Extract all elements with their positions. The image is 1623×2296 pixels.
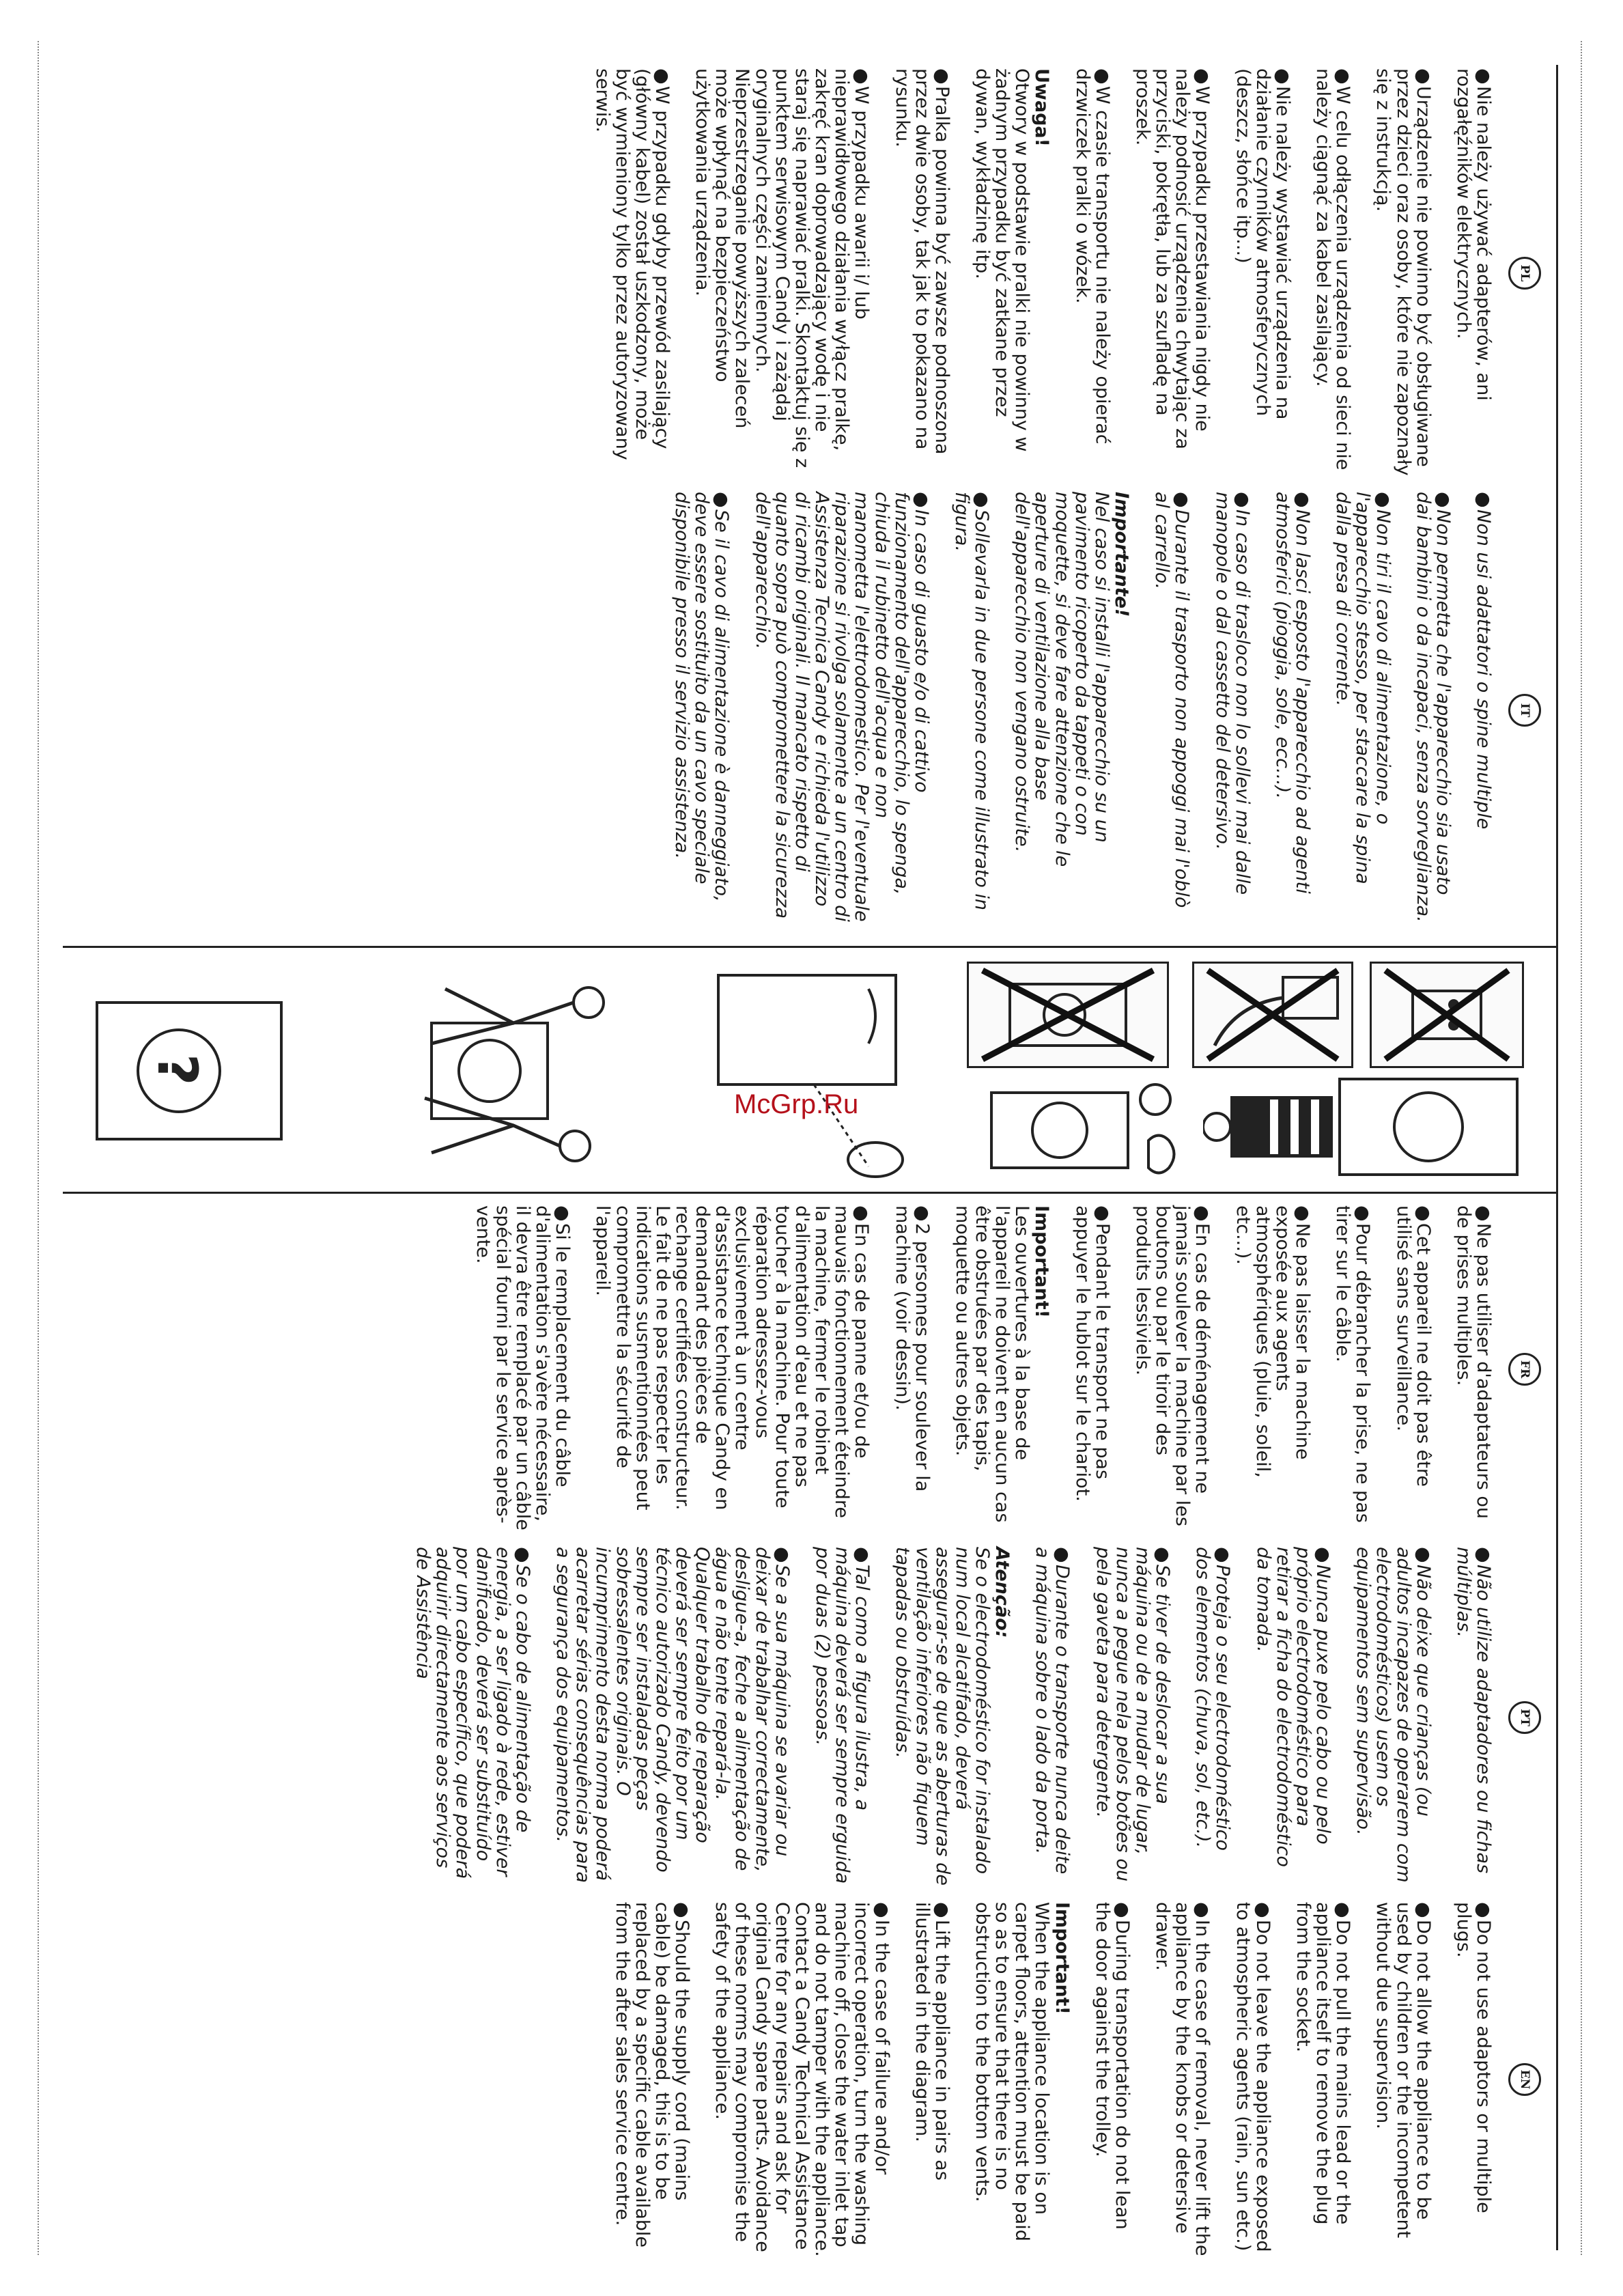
important-title: Uwaga! bbox=[1031, 68, 1053, 147]
instruction-text: Se tiver de deslocar a sua máquina ou de a mudar de lugar, nunca a pegue nela pelos botões ou pela gaveta para detergente. bbox=[1092, 1547, 1174, 1882]
instruction-text: Si le remplacement du câble d'alimentation s'avère nécessaire, il devra être remplacé par un câble spécial fourni par le service après-vente. bbox=[472, 1205, 574, 1530]
instruction-item bbox=[1133, 68, 1213, 478]
instruction-item bbox=[912, 1902, 952, 2257]
instruction-item bbox=[1473, 492, 1493, 929]
bullet-icon: ● bbox=[1473, 1547, 1494, 1563]
bullet-icon: ● bbox=[1332, 1902, 1354, 1918]
instruction-text: W czasie transportu nie należy opierać drzwiczek pralki o wózek. bbox=[1071, 68, 1113, 445]
instruction-item bbox=[1333, 492, 1392, 929]
bullet-icon: ● bbox=[1271, 68, 1293, 85]
column-pt bbox=[393, 1547, 1541, 1888]
bullet-icon: ● bbox=[1052, 1547, 1073, 1563]
important-text: Otwory w podstawie pralki nie powinny w żadnym przypadku być zatkane przez dywan, wykładzinę itp. bbox=[972, 68, 1033, 452]
instruction-item bbox=[1133, 1205, 1213, 1533]
bullet-icon: ● bbox=[971, 492, 993, 508]
instruction-text: Não deixe que crianças (ou adultos incapazes de operarem com electrodomésticos) usem os equipamentos sem supervisão. bbox=[1353, 1547, 1434, 1883]
instruction-item bbox=[1313, 68, 1353, 478]
instruction-item bbox=[952, 492, 991, 929]
instruction-text: Proteja o seu electrodoméstico dos elementos (chuva, sol, etc.). bbox=[1192, 1547, 1234, 1851]
instructions-pt bbox=[413, 1547, 1493, 1888]
instruction-item bbox=[813, 1547, 872, 1888]
bullet-icon: ● bbox=[871, 1902, 892, 1918]
important-title: Importante! bbox=[1111, 492, 1133, 617]
instruction-item bbox=[593, 1205, 871, 1533]
bullet-icon: ● bbox=[552, 1205, 574, 1222]
bullet-icon: ● bbox=[910, 492, 932, 508]
bullet-icon: ● bbox=[1352, 1205, 1374, 1222]
instruction-item bbox=[1393, 1205, 1433, 1533]
language-badge-en: EN bbox=[1508, 2063, 1541, 2096]
instruction-text: Nunca puxe pelo cabo ou pelo próprio electrodoméstico para retirar a ficha do electrodoméstico da tomada. bbox=[1252, 1547, 1334, 1867]
column-divider bbox=[63, 1192, 1558, 1194]
important-title: Important! bbox=[1051, 1902, 1073, 2015]
instruction-item bbox=[1454, 68, 1493, 478]
instructions-en bbox=[612, 1902, 1493, 2257]
child-supervision-figure bbox=[1203, 1072, 1524, 1181]
instruction-item bbox=[1373, 1902, 1433, 2257]
bullet-icon: ● bbox=[931, 1902, 952, 1918]
instruction-text: Do not pull the mains lead or the appliance itself to remove the plug from the socket. bbox=[1292, 1902, 1354, 2225]
instruction-item bbox=[672, 492, 731, 929]
bullet-icon: ● bbox=[851, 1547, 873, 1563]
instruction-text: Sollevarla in due persone come illustrato in figura. bbox=[951, 492, 993, 910]
bullet-icon: ● bbox=[1412, 68, 1434, 85]
instruction-item bbox=[1273, 492, 1312, 929]
bullet-icon: ● bbox=[1412, 1205, 1434, 1222]
instruction-item bbox=[1153, 1902, 1212, 2257]
instruction-item bbox=[712, 1902, 891, 2257]
instruction-text: Se o cabo de alimentação de energia, a ser ligado à rede, estiver danificado, deverá ser substituído por um cabo específico, que poderá adquirir directamente aos serviços de Assistência bbox=[412, 1547, 533, 1879]
language-badge-it: IT bbox=[1508, 694, 1541, 727]
instruction-item bbox=[892, 1205, 931, 1533]
instruction-item bbox=[1413, 492, 1453, 929]
instruction-text: In the case of failure and/or incorrect operation, turn the washing machine off, close the water inlet tap and do not tamper with the appliance. Contact a Candy Technical Assistance Centre for any repairs and ask for original Candy spare parts. Avoidance of these norms may compromise the safety of the appliance. bbox=[711, 1902, 892, 2257]
important-note bbox=[952, 1205, 1052, 1533]
instruction-text: Urządzenie nie powinno być obsługiwane przez dzieci oraz osoby, które nie zapoznały się z instrukcją. bbox=[1372, 68, 1434, 476]
instruction-text: Pour débrancher la prise, ne pas tirer sur le câble. bbox=[1332, 1205, 1374, 1523]
instruction-item bbox=[1232, 1205, 1312, 1533]
call-service-figure bbox=[76, 962, 302, 1180]
important-text: Se o electrodoméstico for instalado num local alcatifado, deverá assegurar-se de que as aberturas de ventilação inferiores não fiquem tapadas ou obstruídas. bbox=[892, 1547, 993, 1886]
instruction-text: W celu odłączenia urządzenia od sieci nie należy ciągnąć za kabel zasilający. bbox=[1312, 68, 1354, 471]
bullet-icon: ● bbox=[1372, 492, 1394, 508]
bullet-icon: ● bbox=[1473, 1902, 1494, 1918]
instruction-text: During transportation do not lean the door against the trolley. bbox=[1091, 1902, 1133, 2230]
bullet-icon: ● bbox=[1332, 68, 1354, 85]
important-title: Atenção: bbox=[991, 1547, 1013, 1638]
bullet-icon: ● bbox=[1473, 68, 1494, 85]
instruction-text: Do not use adaptors or multiple plugs. bbox=[1452, 1902, 1494, 2213]
instruction-item bbox=[692, 68, 871, 478]
bullet-icon: ● bbox=[1191, 1205, 1213, 1222]
instruction-item bbox=[892, 68, 951, 478]
instructions-fr bbox=[472, 1205, 1493, 1533]
bullet-icon: ● bbox=[1191, 1902, 1213, 1918]
bullet-icon: ● bbox=[511, 1547, 533, 1563]
instruction-text: 2 personnes pour soulever la machine (voir dessin). bbox=[891, 1205, 933, 1492]
bullet-icon: ● bbox=[1191, 68, 1213, 85]
instruction-text: Non lasci esposto l'apparecchio ad agenti atmosferici (pioggia, sole, ecc...). bbox=[1271, 492, 1314, 894]
bullet-icon: ● bbox=[1432, 492, 1454, 508]
important-note bbox=[972, 68, 1052, 478]
instruction-item bbox=[1333, 1205, 1372, 1533]
language-badge-fr: FR bbox=[1508, 1353, 1541, 1386]
instructions-it bbox=[672, 492, 1493, 929]
column-it bbox=[651, 492, 1541, 929]
column-divider bbox=[63, 946, 1558, 948]
instruction-item bbox=[1454, 1547, 1493, 1888]
top-edge-dots bbox=[1579, 41, 1582, 2255]
watermark: McGrp.Ru bbox=[734, 1089, 859, 1119]
instruction-text: Nie należy wystawiać urządzenia na działanie czynników atmosferycznych (deszcz, słońce itp...) bbox=[1232, 68, 1293, 420]
column-en bbox=[592, 1902, 1541, 2257]
bullet-icon: ● bbox=[1171, 492, 1193, 508]
instruction-item bbox=[1152, 492, 1191, 929]
instruction-text: En cas de panne et/ou de mauvais fonctionnement éteindre la machine, fermer le robinet d'alimentation d'eau et ne pas toucher à la machine. Pour toute réparation adressez-vous exclusivement à un centre d'assistance technique Candy en demandant des pièces de rechange certifiées constructeur. Le fait de ne pas respecter les indications susmentionnées peut compromettre la sécurité de l'appareil. bbox=[592, 1205, 873, 1518]
instruction-item bbox=[1353, 1547, 1433, 1888]
instruction-item bbox=[1073, 1205, 1112, 1533]
instruction-text: Should the supply cord (mains cable) be damaged, this is to be replaced by a specific cable available from the after sales service centre. bbox=[611, 1902, 693, 2248]
instruction-text: W przypadku awarii i/ lub nieprawidłowego działania wyłącz pralkę, zakręć kran doprowadzający wodę i nie staraj się naprawiać pralki. Skontaktuj się z punktem serwisowym Candy i zażądaj oryginalnych części zamiennych. Nieprzestrzeganie powyższych zaleceń może wpłynąć na bezpieczeństwo użytkowania urządzenia. bbox=[692, 68, 873, 468]
language-badge-pt: PT bbox=[1508, 1701, 1541, 1734]
bullet-icon: ● bbox=[1231, 492, 1253, 508]
instruction-item bbox=[1092, 1902, 1132, 2257]
important-note bbox=[1012, 492, 1131, 929]
instructions-pl bbox=[592, 68, 1493, 478]
bullet-icon: ● bbox=[771, 1547, 793, 1563]
instruction-item bbox=[1253, 1547, 1333, 1888]
bullet-icon: ● bbox=[1412, 1547, 1434, 1563]
bullet-icon: ● bbox=[1091, 68, 1113, 85]
weather-exposure-figure bbox=[978, 1072, 1183, 1181]
instruction-text: In caso di guasto e/o di cattivo funzionamento dell'apparecchio, lo spenga, chiuda il rubinetto dell'acqua e non manometta l'elettrodomestico. Per l'eventuale riparazione si rivolga solamente a un centro di Assistenza Tecnica Candy e richieda l'utilizzo di ricambi originali. Il mancato rispetto di quanto sopra può compromettere la sicurezza dell'apparecchio. bbox=[751, 492, 932, 922]
instruction-text: Non tiri il cavo di alimentazione, o l'apparecchio stesso, per staccare la spina dalla presa di corrente. bbox=[1332, 492, 1394, 884]
instruction-text: Non usi adattatori o spine multiple bbox=[1473, 509, 1494, 830]
instruction-text: Não utilize adaptadores ou fichas múltiplas. bbox=[1452, 1547, 1494, 1874]
instruction-text: Pendant le transport ne pas appuyer le hublot sur le chariot. bbox=[1071, 1205, 1113, 1502]
instruction-item bbox=[592, 68, 672, 478]
instruction-item bbox=[1193, 1547, 1232, 1888]
instruction-text: Tal como a figura ilustra, a máquina deverá ser sempre erguida por duas (2) pessoas. bbox=[811, 1547, 873, 1884]
important-text: Les ouvertures à la base de l'appareil ne doivent en aucun cas être obstruées par des tapis, moquette ou autres objets. bbox=[951, 1205, 1033, 1523]
column-pl bbox=[571, 68, 1541, 478]
bullet-icon: ● bbox=[911, 1205, 933, 1222]
instruction-text: En cas de déménagement ne jamais soulever la machine par les boutons ou par le tiroir des produits lessiviels. bbox=[1131, 1205, 1213, 1526]
instruction-item bbox=[1454, 1902, 1493, 2257]
instruction-text: Se il cavo di alimentazione è danneggiato, deve essere sostituito da un cavo speciale disponibile presso il servizio assistenza. bbox=[671, 492, 733, 902]
no-pull-cable-figure bbox=[1192, 962, 1353, 1068]
instruction-item bbox=[413, 1547, 533, 1888]
instruction-item bbox=[1093, 1547, 1173, 1888]
instruction-text: Do not allow the appliance to be used by children or the incompetent without due supervision. bbox=[1372, 1902, 1434, 2239]
instruction-item bbox=[1032, 1547, 1072, 1888]
instruction-item bbox=[1373, 68, 1433, 478]
language-badge-pl: PL bbox=[1508, 257, 1541, 290]
bullet-icon: ● bbox=[1091, 1205, 1113, 1222]
bullet-icon: ● bbox=[1292, 1205, 1314, 1222]
bullet-icon: ● bbox=[651, 68, 673, 85]
important-text: Nel caso si installi l'apparecchio su un pavimento ricoperto da tappeti o con moquette, si deve fare attenzione che le aperture di ventilazione alla base dell'apparecchio non vengano ostruite. bbox=[1011, 492, 1112, 867]
important-note bbox=[972, 1902, 1072, 2257]
two-person-lift-figure bbox=[329, 962, 650, 1180]
instruction-text: W przypadku przestawiania nigdy nie należy podnosić urządzenia chwytając za przyciski, pokrętła, lub za szufladę na proszek. bbox=[1131, 68, 1213, 449]
bullet-icon: ● bbox=[1473, 492, 1494, 508]
bullet-icon: ● bbox=[1212, 1547, 1234, 1563]
bullet-icon: ● bbox=[1111, 1902, 1133, 1918]
carpet-vents-figure bbox=[677, 962, 950, 1180]
instruction-text: Ne pas utiliser d'adaptateurs ou de prises multiples. bbox=[1452, 1205, 1494, 1520]
instruction-item bbox=[1232, 68, 1292, 478]
instruction-text: In the case of removal, never lift the appliance by the knobs or detersive drawer. bbox=[1152, 1902, 1213, 2256]
bullet-icon: ● bbox=[1152, 1547, 1174, 1563]
bottom-edge-dots bbox=[36, 41, 39, 2255]
bullet-icon: ● bbox=[1312, 1547, 1334, 1563]
instruction-item bbox=[1073, 68, 1112, 478]
bullet-icon: ● bbox=[711, 492, 733, 508]
bullet-icon: ● bbox=[1252, 1902, 1273, 1918]
important-title: Important! bbox=[1031, 1205, 1053, 1318]
bullet-icon: ● bbox=[1292, 492, 1314, 508]
instruction-text: Durante il trasporto non appoggi mai l'oblò al carrello. bbox=[1151, 492, 1193, 908]
instruction-item bbox=[472, 1205, 572, 1533]
instruction-text: Nie należy używać adapterów, ani rozgałęźników elektrycznych. bbox=[1452, 68, 1494, 401]
instruction-text: Do not leave the appliance exposed to atmospheric agents (rain, sun etc.) bbox=[1232, 1902, 1273, 2252]
instruction-item bbox=[1212, 492, 1252, 929]
instruction-text: Durante o transporte nunca deite a máquina sobre o lado da porta. bbox=[1032, 1547, 1073, 1875]
svg-text:?: ? bbox=[145, 1054, 209, 1086]
no-multiple-plug-figure bbox=[1370, 962, 1524, 1068]
bullet-icon: ● bbox=[671, 1902, 693, 1918]
illustrations-column bbox=[63, 956, 1551, 1188]
instruction-item bbox=[1232, 1902, 1272, 2257]
bullet-icon: ● bbox=[851, 68, 873, 85]
instruction-text: Se a sua máquina se avariar ou deixar de trabalhar correctamente, desligue-a, feche a alimentação de água e não tente repará-la. Qualquer trabalho de reparação deverá ser sempre feito por um técnico autorizado Candy, devendo sempre ser instaladas peças sobressalentes originais. O incumprimento desta norma poderá acarretar sérias consequências para a segurança dos equipamentos. bbox=[552, 1547, 793, 1884]
instruction-text: W przypadku gdyby przewód zasilający (główny kabel) został uszkodzony, może być wymieniony tylko przez autoryzowany serwis. bbox=[591, 68, 673, 460]
bullet-icon: ● bbox=[1473, 1205, 1494, 1222]
instruction-item bbox=[752, 492, 931, 929]
instruction-text: Cet appareil ne doit pas être utilisé sans surveillance. bbox=[1392, 1205, 1434, 1487]
top-rule bbox=[1556, 65, 1558, 2250]
bullet-icon: ● bbox=[851, 1205, 873, 1222]
instruction-text: Ne pas laisser la machine exposée aux agents atmosphériques (pluie, soleil, etc...). bbox=[1232, 1205, 1314, 1478]
bullet-icon: ● bbox=[1412, 1902, 1434, 1918]
instruction-item bbox=[1454, 1205, 1493, 1533]
important-text: When the appliance location is on carpet floors, attention must be paid so as to ensure that there is no obstruction to the bottom vents. bbox=[972, 1902, 1053, 2241]
no-lift-by-knobs-figure bbox=[967, 962, 1169, 1068]
instruction-text: Lift the appliance in pairs as illustrated in the diagram. bbox=[911, 1902, 952, 2181]
instruction-text: Non permetta che l'apparecchio sia usato dai bambini o da incapaci, senza sorveglianza. bbox=[1412, 492, 1454, 923]
instruction-item bbox=[1293, 1902, 1353, 2257]
instruction-text: In caso di trasloco non lo sollevi mai dalle manopole o dal cassetto del detersivo. bbox=[1211, 492, 1253, 895]
instruction-item bbox=[553, 1547, 792, 1888]
instruction-text: Pralka powinna być zawsze podnoszona przez dwie osoby, tak jak to pokazano na rysunku. bbox=[891, 68, 952, 455]
important-note bbox=[892, 1547, 1012, 1888]
column-fr bbox=[452, 1205, 1541, 1533]
bullet-icon: ● bbox=[931, 68, 952, 85]
instruction-item bbox=[612, 1902, 692, 2257]
